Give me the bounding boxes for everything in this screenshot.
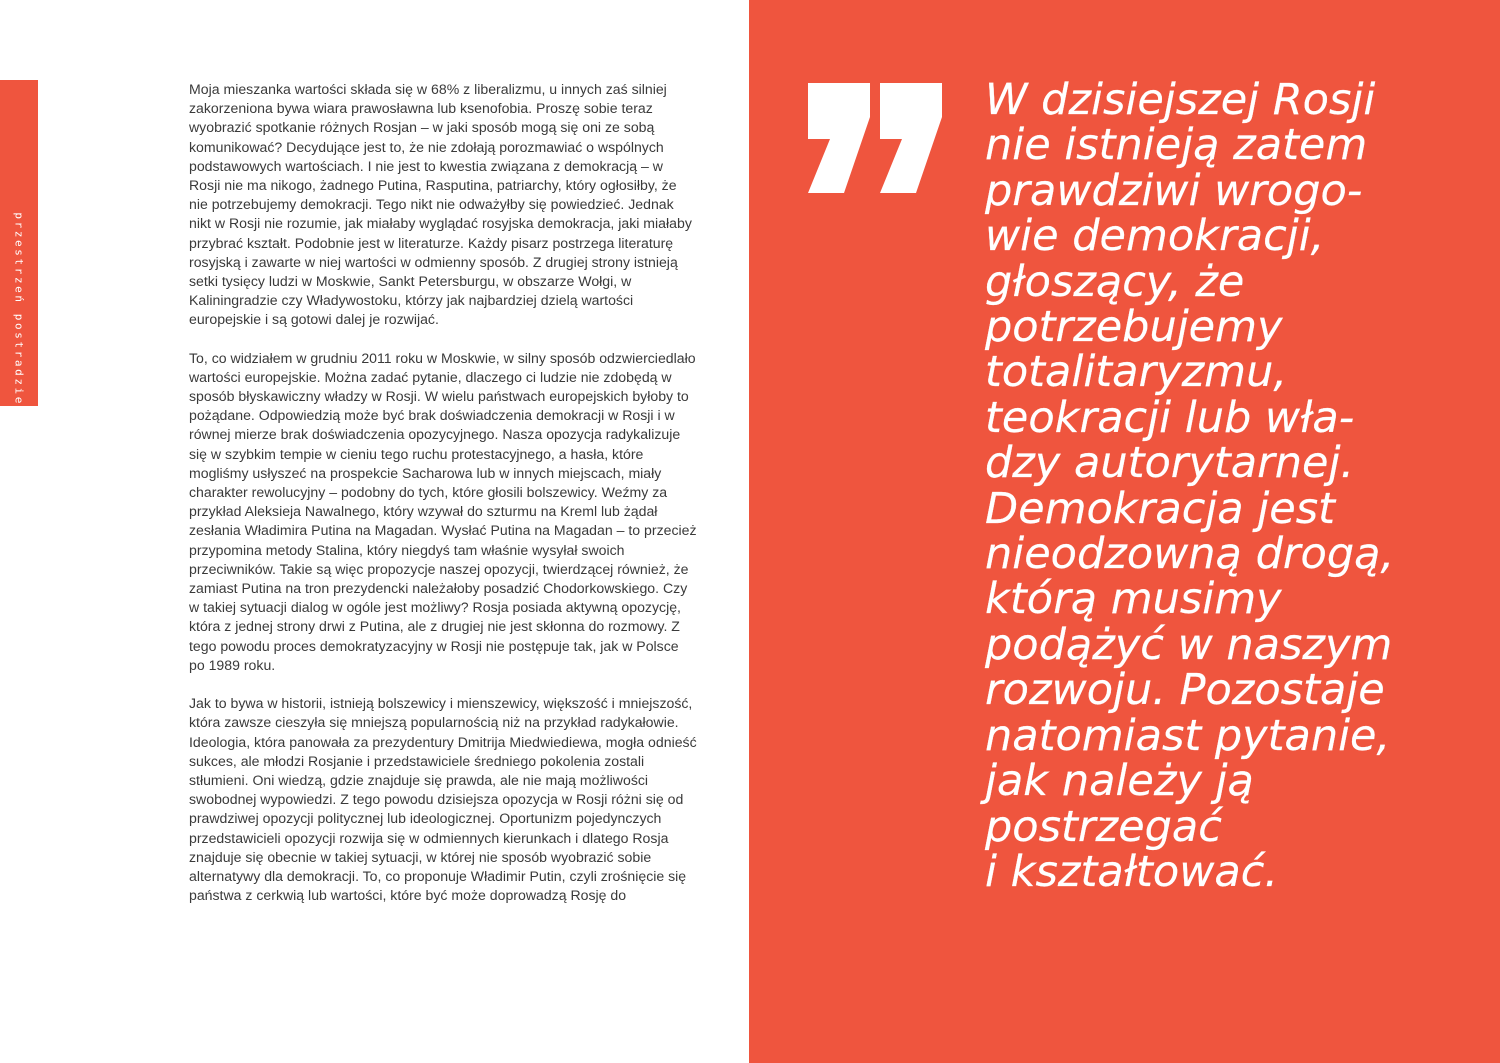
article-body bbox=[189, 80, 697, 924]
paragraph: Moja mieszanka wartości składa się w 68% z liberalizmu, u innych zaś silniej zakorzeniona bywa wiara prawosławna lub ksenofobia. Proszę sobie teraz wyobrazić spotkanie różnych Rosjan – w jaki sposób mogą się oni ze sobą komunikować? Decydujące jest to, że nie zdołają porozmawiać o wspólnych podstawowych wartościach. I nie jest to kwestia związana z demokracją – w Rosji nie ma nikogo, żadnego Putina, Rasputina, patriarchy, który ogłosiłby, że nie potrzebujemy demokracji. Tego nikt nie odważyłby się powiedzieć. Jednak nikt w Rosji nie rozumie, jak miałaby wyglądać rosyjska demokracja, jaki miałaby przybrać kształt. Podobnie jest w literaturze. Każdy pisarz postrzega literaturę rosyjską i zawarte w niej wartości w odmienny sposób. Z drugiej strony istnieją setki tysięcy ludzi w Moskwie, Sankt Petersburgu, w obszarze Wołgi, w Kaliningradzie czy Władywostoku, którzy jak najbardziej dzielą wartości europejskie i są gotowi dalej je rozwijać. bbox=[189, 81, 692, 328]
section-tab-label: przestrzeń postradziecka bbox=[12, 212, 26, 434]
pull-quote-text: W dzisiejszej Rosji nie istnieją zatem prawdziwi wrogo- wie demokracji, głoszący, że potrzebujemy totalitaryzmu, teokracji lub wła- dzy autorytarnej. Demokracja jest nieodzowną drogą, którą musimy podążyć w naszym rozwoju. Pozostaje natomiast pytanie, jak należy ją postrzegać i kształtować. bbox=[985, 75, 1395, 897]
paragraph: Jak to bywa w historii, istnieją bolszewicy i mienszewicy, większość i mniejszość, która zawsze cieszyła się mniejszą popularnością niż na przykład radykałowie. Ideologia, która panowała za prezydentury Dmitrija Miedwiediewa, mogła odnieść sukces, ale młodzi Rosjanie i przedstawiciele średniego pokolenia zostali stłumieni. Oni wiedzą, gdzie znajduje się prawda, ale nie mają możliwości swobodnej wypowiedzi. Z tego powodu dzisiejsza opozycja w Rosji różni się od prawdziwej opozycji politycznej lub ideologicznej. Oportunizm pojedynczych przedstawicieli opozycji rozwija się w odmiennych kierunkach i dlatego Rosja znajduje się obecnie w takiej sytuacji, w której nie sposób wyobrazić sobie alternatywy dla demokracji. To, co proponuje Władimir Putin, czyli zrośnięcie się państwa z cerkwią lub wartości, które być może doprowadzą Rosję do bbox=[189, 695, 697, 904]
quotation-marks-icon bbox=[806, 83, 942, 193]
paragraph: To, co widziałem w grudniu 2011 roku w Moskwie, w silny sposób odzwierciedlało wartości europejskie. Można zadać pytanie, dlaczego ci ludzie nie zdobędą w sposób błyskawiczny władzy w Rosji. W wielu państwach europejskich byłoby to pożądane. Odpowiedzią może być brak doświadczenia demokracji w Rosji i w równej mierze brak doświadczenia opozycyjnego. Nasza opozycja radykalizuje się w szybkim tempie w cieniu tego ruchu protestacyjnego, a hasła, które mogliśmy usłyszeć na prospekcie Sacharowa lub w innych miejscach, miały charakter rewolucyjny – podobny do tych, które głosili bolszewicy. Weźmy za przykład Aleksieja Nawalnego, który wzywał do szturmu na Kreml lub żądał zesłania Władimira Putina na Magadan. Wysłać Putina na Magadan – to przecież przypomina metody Stalina, który niegdyś tam właśnie wysyłał swoich przeciwników. Takie są więc propozycje naszej opozycji, twierdzącej również, że zamiast Putina na tron prezydencki należałoby posadzić Chodorkowskiego. Czy w takiej sytuacji dialog w ogóle jest możliwy? Rosja posiada aktywną opozycję, która z jednej strony drwi z Putina, ale z drugiej nie jest skłonna do rozmowy. Z tego powodu proces demokratyzacyjny w Rosji nie postępuje tak, jak w Polsce po 1989 roku. bbox=[189, 349, 697, 673]
section-tab bbox=[0, 80, 38, 434]
